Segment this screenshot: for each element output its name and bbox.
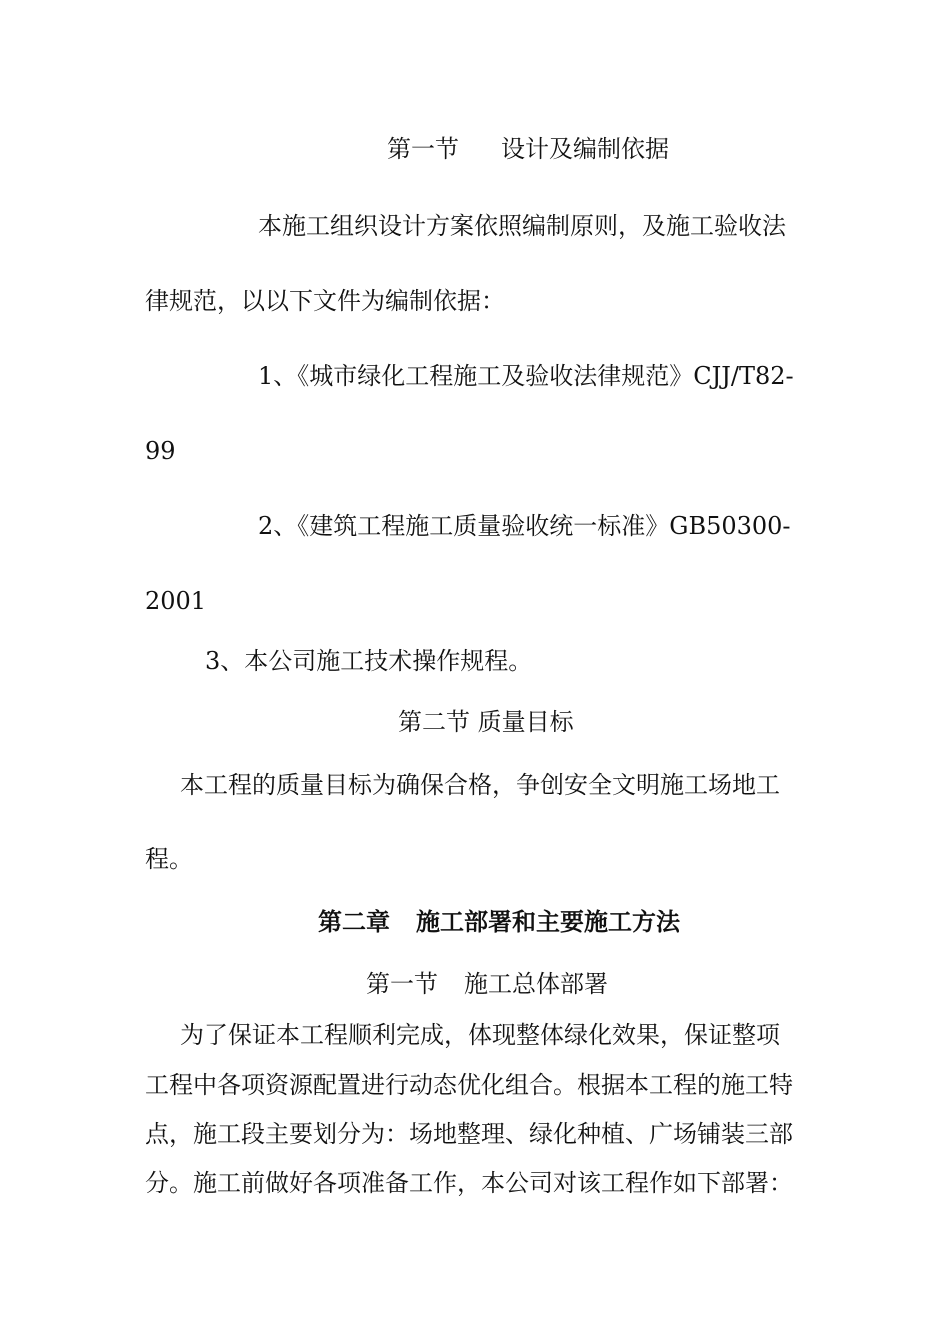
section-number: 第一节 (387, 135, 459, 163)
paragraph-line: 律规范，以以下文件为编制依据： (145, 287, 505, 315)
list-item-1-line: 99 (145, 437, 176, 465)
section-title-deployment (366, 968, 608, 1000)
list-item-2-line: 2001 (145, 587, 207, 615)
paragraph-line: 为了保证本工程顺利完成，体现整体绿化效果，保证整项 (180, 1021, 780, 1049)
section-heading-text: 设计及编制依据 (501, 135, 669, 163)
paragraph-line: 本工程的质量目标为确保合格，争创安全文明施工场地工 (180, 771, 780, 799)
section-title-quality-goal: 第二节 质量目标 (398, 708, 574, 736)
chapter-heading-text: 施工部署和主要施工方法 (416, 908, 680, 936)
paragraph-line: 本施工组织设计方案依照编制原则，及施工验收法 (258, 212, 786, 240)
section-title-design-basis (387, 133, 669, 165)
paragraph-line: 点，施工段主要划分为：场地整理、绿化种植、广场铺装三部 (145, 1120, 793, 1148)
section-heading-text: 施工总体部署 (464, 970, 608, 998)
list-item-1-line: 1、《城市绿化工程施工及验收法律规范》CJJ/T82- (258, 362, 794, 390)
paragraph-line: 分。施工前做好各项准备工作，本公司对该工程作如下部署： (145, 1169, 793, 1197)
chapter-number: 第二章 (318, 908, 390, 936)
paragraph-line: 工程中各项资源配置进行动态优化组合。根据本工程的施工特 (145, 1071, 793, 1099)
chapter-title (318, 906, 680, 938)
list-item-2-line: 2、《建筑工程施工质量验收统一标准》GB50300- (258, 512, 791, 540)
paragraph-line: 程。 (145, 845, 193, 873)
section-number: 第一节 (366, 970, 438, 998)
list-item-3: 3、本公司施工技术操作规程。 (205, 647, 533, 675)
